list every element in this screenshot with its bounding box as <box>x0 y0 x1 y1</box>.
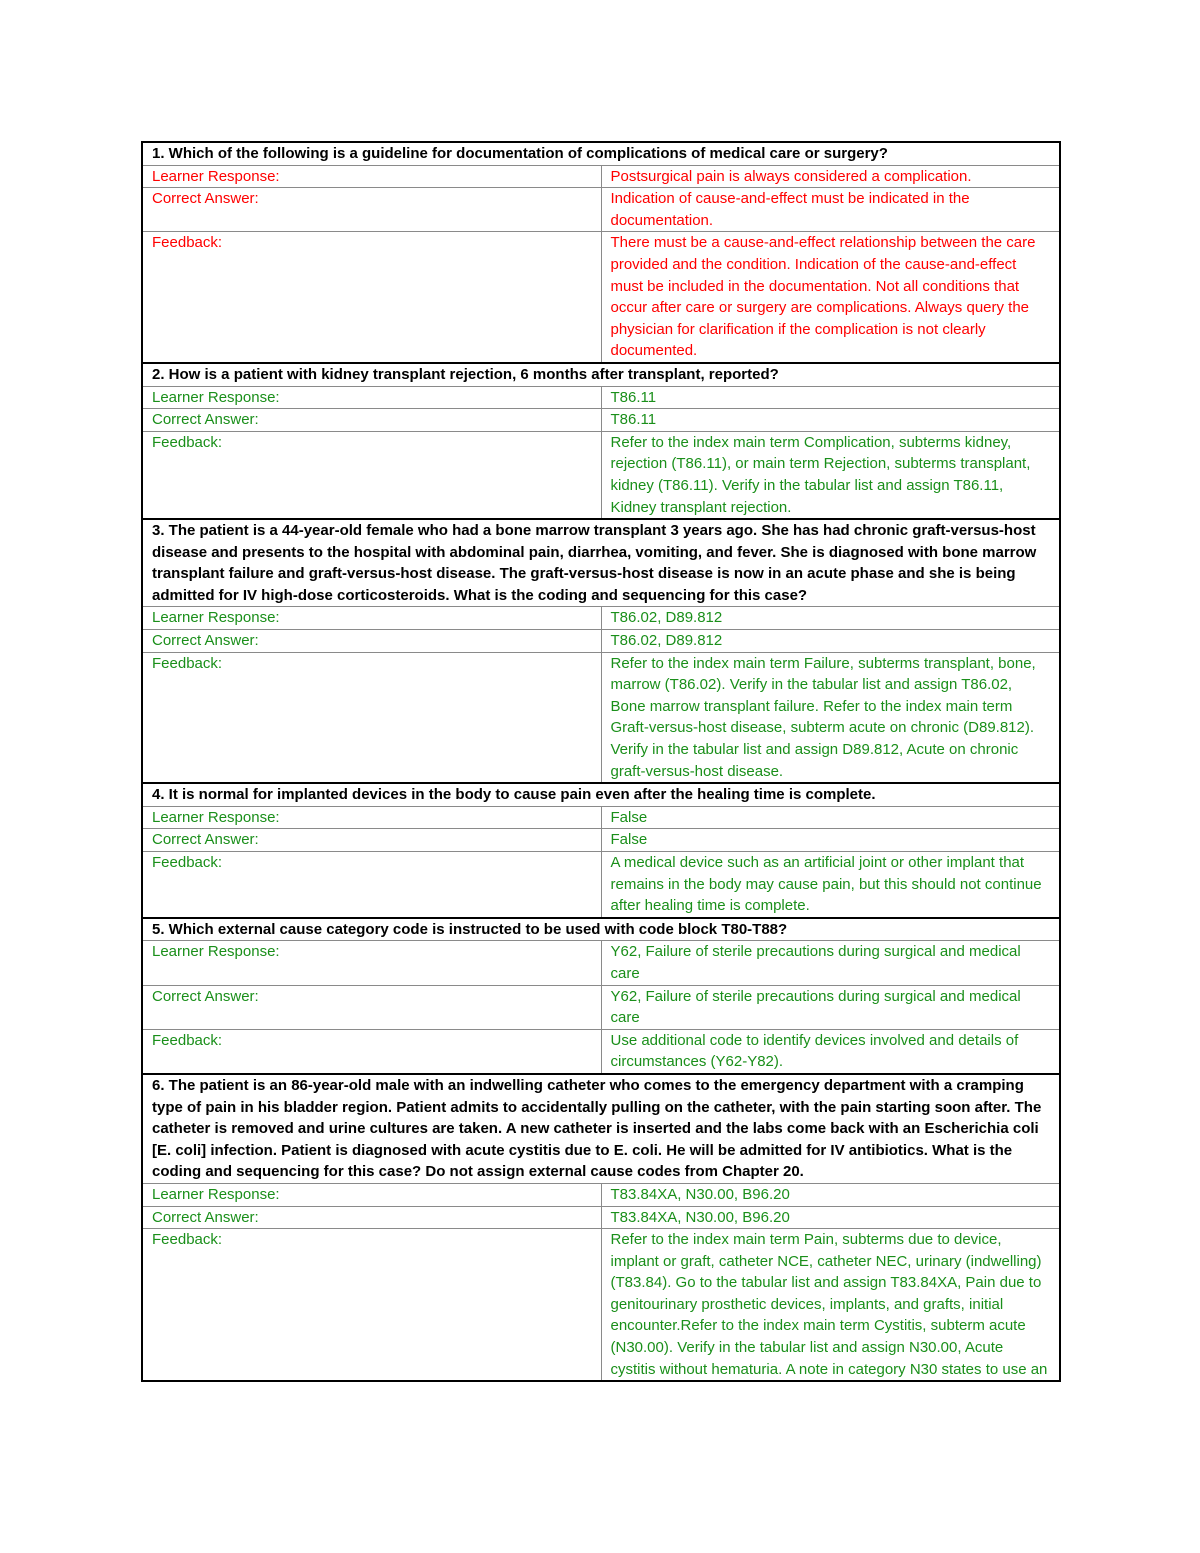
correct-answer-label: Correct Answer: <box>142 188 601 232</box>
feedback-row <box>142 1029 1060 1074</box>
question-text: 3. The patient is a 44-year-old female who had a bone marrow transplant 3 years ago. She has had chronic graft-versus-host disease and presents to the hospital with abdominal pain, diarrhea, vomiting, and fever. She is diagnosed with bone marrow transplant failure and graft-versus-host disease. The graft-versus-host disease is now in an acute phase and she is being admitted for IV high-dose corticosteroids. What is the coding and sequencing for this case? <box>142 519 1060 607</box>
learner-response-row <box>142 806 1060 829</box>
learner-response-value: Postsurgical pain is always considered a complication. <box>601 165 1060 188</box>
learner-response-label: Learner Response: <box>142 806 601 829</box>
feedback-value: A medical device such as an artificial joint or other implant that remains in the body may cause pain, but this should not continue after healing time is complete. <box>601 852 1060 918</box>
question-text: 1. Which of the following is a guideline for documentation of complications of medical care or surgery? <box>142 142 1060 165</box>
correct-answer-value: T86.11 <box>601 409 1060 432</box>
correct-answer-label: Correct Answer: <box>142 409 601 432</box>
question-row <box>142 1074 1060 1183</box>
learner-response-label: Learner Response: <box>142 1183 601 1206</box>
learner-response-row <box>142 386 1060 409</box>
question-text: 4. It is normal for implanted devices in the body to cause pain even after the healing time is complete. <box>142 783 1060 806</box>
learner-response-value: T86.02, D89.812 <box>601 607 1060 630</box>
correct-answer-row <box>142 1206 1060 1229</box>
correct-answer-value: Indication of cause-and-effect must be indicated in the documentation. <box>601 188 1060 232</box>
learner-response-row <box>142 607 1060 630</box>
learner-response-label: Learner Response: <box>142 941 601 985</box>
feedback-value: There must be a cause-and-effect relationship between the care provided and the condition. Indication of the cause-and-effect must be included in the documentation. Not all conditions that occur after care or surgery are complications. Always query the physician for clarification if the complication is not clearly documented. <box>601 232 1060 363</box>
learner-response-label: Learner Response: <box>142 386 601 409</box>
feedback-label: Feedback: <box>142 232 601 363</box>
question-row <box>142 918 1060 941</box>
question-row <box>142 519 1060 607</box>
correct-answer-value: Y62, Failure of sterile precautions during surgical and medical care <box>601 985 1060 1029</box>
learner-response-label: Learner Response: <box>142 607 601 630</box>
correct-answer-label: Correct Answer: <box>142 829 601 852</box>
correct-answer-row <box>142 985 1060 1029</box>
feedback-label: Feedback: <box>142 1029 601 1074</box>
learner-response-value: Y62, Failure of sterile precautions during surgical and medical care <box>601 941 1060 985</box>
correct-answer-label: Correct Answer: <box>142 985 601 1029</box>
learner-response-row <box>142 165 1060 188</box>
feedback-value: Refer to the index main term Complication, subterms kidney, rejection (T86.11), or main term Rejection, subterms transplant, kidney (T86.11). Verify in the tabular list and assign T86.11, Kidney transplant rejection. <box>601 431 1060 519</box>
correct-answer-value: T86.02, D89.812 <box>601 630 1060 653</box>
feedback-row <box>142 232 1060 363</box>
question-text: 2. How is a patient with kidney transplant rejection, 6 months after transplant, reported? <box>142 363 1060 386</box>
correct-answer-row <box>142 829 1060 852</box>
correct-answer-value: T83.84XA, N30.00, B96.20 <box>601 1206 1060 1229</box>
learner-response-row <box>142 1183 1060 1206</box>
correct-answer-row <box>142 630 1060 653</box>
question-row <box>142 363 1060 386</box>
feedback-value: Refer to the index main term Failure, subterms transplant, bone, marrow (T86.02). Verify in the tabular list and assign T86.02, Bone marrow transplant failure. Refer to the index main term Graft-versus-host disease, subterm acute on chronic (D89.812). Verify in the tabular list and assign D89.812, Acute on chronic graft-versus-host disease. <box>601 652 1060 783</box>
feedback-row <box>142 1229 1060 1382</box>
learner-response-row <box>142 941 1060 985</box>
question-row <box>142 783 1060 806</box>
feedback-value: Refer to the index main term Pain, subterms due to device, implant or graft, catheter NCE, catheter NEC, urinary (indwelling) (T83.84). Go to the tabular list and assign T83.84XA, Pain due to genitourinary prosthetic devices, implants, and grafts, initial encounter.Refer to the index main term Cystitis, subterm acute (N30.00). Verify in the tabular list and assign N30.00, Acute cystitis without hematuria. A note in category N30 states to use an <box>601 1229 1060 1382</box>
feedback-label: Feedback: <box>142 652 601 783</box>
feedback-value: Use additional code to identify devices involved and details of circumstances (Y62-Y82). <box>601 1029 1060 1074</box>
feedback-label: Feedback: <box>142 852 601 918</box>
learner-response-value: False <box>601 806 1060 829</box>
feedback-label: Feedback: <box>142 431 601 519</box>
learner-response-label: Learner Response: <box>142 165 601 188</box>
correct-answer-row <box>142 188 1060 232</box>
correct-answer-row <box>142 409 1060 432</box>
question-text: 5. Which external cause category code is instructed to be used with code block T80-T88? <box>142 918 1060 941</box>
feedback-row <box>142 652 1060 783</box>
correct-answer-label: Correct Answer: <box>142 1206 601 1229</box>
feedback-row <box>142 852 1060 918</box>
correct-answer-value: False <box>601 829 1060 852</box>
learner-response-value: T86.11 <box>601 386 1060 409</box>
correct-answer-label: Correct Answer: <box>142 630 601 653</box>
feedback-row <box>142 431 1060 519</box>
learner-response-value: T83.84XA, N30.00, B96.20 <box>601 1183 1060 1206</box>
quiz-results-table <box>141 141 1061 1382</box>
feedback-label: Feedback: <box>142 1229 601 1382</box>
question-row <box>142 142 1060 165</box>
question-text: 6. The patient is an 86-year-old male with an indwelling catheter who comes to the emergency department with a cramping type of pain in his bladder region. Patient admits to accidentally pulling on the catheter, with the pain starting soon after. The catheter is removed and urine cultures are taken. A new catheter is inserted and the labs come back with an Escherichia coli [E. coli] infection. Patient is diagnosed with acute cystitis due to E. coli. He will be admitted for IV antibiotics. What is the coding and sequencing for this case? Do not assign external cause codes from Chapter 20. <box>142 1074 1060 1183</box>
